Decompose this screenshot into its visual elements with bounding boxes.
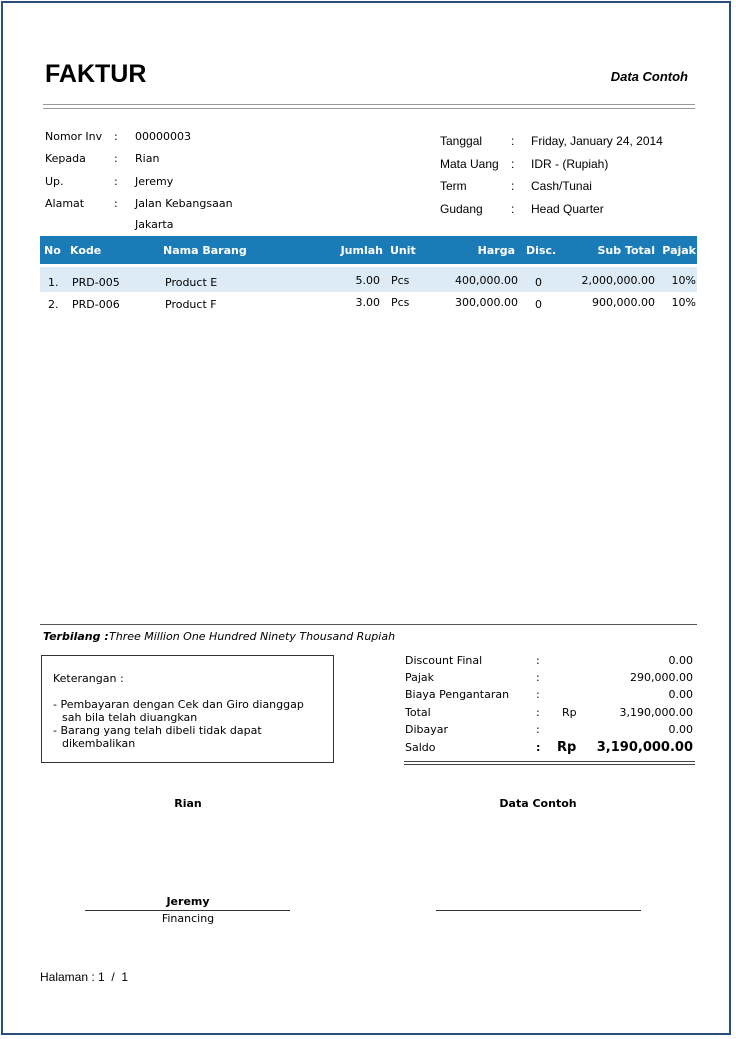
summary-colon: : xyxy=(536,688,540,701)
col-header-harga: Harga xyxy=(477,244,515,257)
cell-no: 2. xyxy=(48,298,59,311)
summary-currency: Rp xyxy=(562,706,577,719)
info-value-tanggal: Friday, January 24, 2014 xyxy=(531,134,663,148)
summary-currency: Rp xyxy=(557,740,577,755)
summary-value: 3,190,000.00 xyxy=(619,706,693,719)
info-label-alamat: Alamat xyxy=(45,197,85,210)
signature-line-right xyxy=(436,910,641,911)
page-separator: / xyxy=(111,970,115,984)
summary-label: Pajak xyxy=(405,671,435,684)
info-colon: : xyxy=(114,152,118,165)
info-label-up: Up. xyxy=(45,175,64,188)
summary-label: Biaya Pengantaran xyxy=(405,688,510,701)
info-colon: : xyxy=(511,179,515,193)
cell-jumlah: 5.00 xyxy=(355,274,380,287)
info-colon: : xyxy=(511,157,515,171)
cell-kode: PRD-006 xyxy=(72,298,120,311)
cell-disc: 0 xyxy=(535,276,542,289)
signature-left-role: Financing xyxy=(161,912,215,925)
info-label-term: Term xyxy=(440,179,467,193)
cell-pajak: 10% xyxy=(671,274,696,287)
info-value-kepada: Rian xyxy=(135,152,160,165)
cell-jumlah: 3.00 xyxy=(355,296,380,309)
info-value-nomor-inv: 00000003 xyxy=(135,130,191,143)
cell-harga: 400,000.00 xyxy=(455,274,518,287)
info-label-tanggal: Tanggal xyxy=(440,134,483,148)
info-value-term: Cash/Tunai xyxy=(531,179,592,193)
page-total: 1 xyxy=(121,970,129,984)
info-colon: : xyxy=(511,134,515,148)
col-header-kode: Kode xyxy=(70,244,102,257)
cell-unit: Pcs xyxy=(391,296,410,309)
notes-line: dikembalikan xyxy=(62,737,136,750)
info-value-alamat-city: Jakarta xyxy=(135,218,174,231)
signature-right-title: Data Contoh xyxy=(499,797,577,810)
summary-label: Saldo xyxy=(405,741,436,754)
summary-colon: : xyxy=(536,654,540,667)
summary-colon: : xyxy=(536,723,540,736)
terbilang-label: Terbilang : xyxy=(43,630,109,643)
info-value-gudang: Head Quarter xyxy=(531,202,604,216)
page-frame xyxy=(1,1,731,1035)
terbilang-value: Three Million One Hundred Ninety Thousand Rupiah xyxy=(109,630,396,643)
company-name: Data Contoh xyxy=(610,69,688,84)
cell-subtotal: 2,000,000.00 xyxy=(581,274,655,287)
header-divider xyxy=(43,108,695,109)
col-header-no: No xyxy=(44,244,61,257)
info-value-mata-uang: IDR - (Rupiah) xyxy=(531,157,609,171)
info-colon: : xyxy=(511,202,515,216)
cell-unit: Pcs xyxy=(391,274,410,287)
items-table-header xyxy=(40,236,697,264)
summary-label: Discount Final xyxy=(405,654,483,667)
summary-label: Dibayar xyxy=(405,723,449,736)
total-double-underline xyxy=(404,761,695,762)
notes-line: - Barang yang telah dibeli tidak dapat xyxy=(53,724,262,737)
cell-nama: Product E xyxy=(165,276,218,289)
document-title: FAKTUR xyxy=(45,60,147,88)
summary-colon: : xyxy=(536,741,541,754)
cell-nama: Product F xyxy=(165,298,217,311)
notes-line: sah bila telah diuangkan xyxy=(62,711,198,724)
col-header-unit: Unit xyxy=(390,244,416,257)
header-divider xyxy=(43,104,695,105)
notes-title: Keterangan : xyxy=(53,672,124,685)
summary-value: 290,000.00 xyxy=(630,671,693,684)
col-header-jumlah: Jumlah xyxy=(340,244,383,257)
info-label-kepada: Kepada xyxy=(45,152,86,165)
summary-value: 0.00 xyxy=(668,688,693,701)
info-colon: : xyxy=(114,175,118,188)
terbilang-divider xyxy=(40,624,697,625)
summary-colon: : xyxy=(536,671,540,684)
info-label-mata-uang: Mata Uang xyxy=(440,157,499,171)
info-value-up: Jeremy xyxy=(135,175,174,188)
page-number xyxy=(40,970,128,984)
notes-line: - Pembayaran dengan Cek dan Giro dianggap xyxy=(53,698,304,711)
saldo-value: 3,190,000.00 xyxy=(596,740,693,755)
info-colon: : xyxy=(114,197,118,210)
info-label-gudang: Gudang xyxy=(440,202,483,216)
cell-disc: 0 xyxy=(535,298,542,311)
signature-line-left xyxy=(85,910,290,911)
summary-value: 0.00 xyxy=(668,723,693,736)
cell-kode: PRD-005 xyxy=(72,276,120,289)
signature-left-title: Rian xyxy=(174,797,202,810)
cell-pajak: 10% xyxy=(671,296,696,309)
page-label: Halaman : xyxy=(40,970,95,984)
col-header-subtotal: Sub Total xyxy=(597,244,655,257)
col-header-disc: Disc. xyxy=(526,244,557,257)
summary-label: Total xyxy=(405,706,431,719)
info-colon: : xyxy=(114,130,118,143)
page-current: 1 xyxy=(98,970,105,984)
summary-value: 0.00 xyxy=(668,654,693,667)
cell-harga: 300,000.00 xyxy=(455,296,518,309)
cell-no: 1. xyxy=(48,276,59,289)
cell-subtotal: 900,000.00 xyxy=(592,296,655,309)
info-label-nomor-inv: Nomor Inv xyxy=(45,130,103,143)
info-value-alamat: Jalan Kebangsaan xyxy=(135,197,233,210)
summary-colon: : xyxy=(536,706,540,719)
notes-box xyxy=(41,655,334,763)
signature-left-name: Jeremy xyxy=(166,895,210,908)
col-header-nama: Nama Barang xyxy=(163,244,247,257)
total-double-underline xyxy=(404,764,695,765)
col-header-pajak: Pajak xyxy=(662,244,696,257)
